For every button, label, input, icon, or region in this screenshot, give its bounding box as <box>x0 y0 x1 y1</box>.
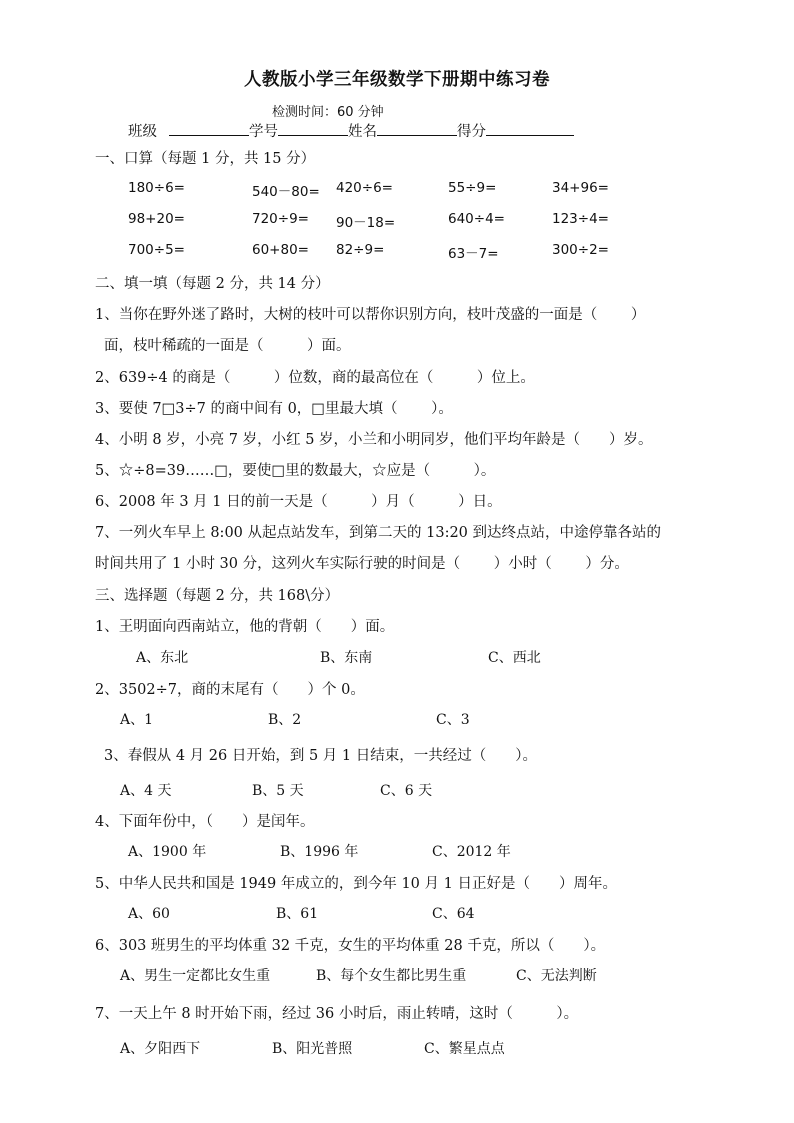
number-blank[interactable] <box>278 121 348 136</box>
fill-question-5: 5、☆÷8=39……□，要使□里的数最大，☆应是（ ）。 <box>95 463 496 479</box>
choice-option[interactable]: C、64 <box>432 906 475 922</box>
calc-item: 640÷4= <box>448 211 505 227</box>
choice-option[interactable]: C、6 天 <box>380 783 433 799</box>
choice-question-2: 2、3502÷7，商的末尾有（ ）个 0。 <box>95 682 365 698</box>
fill-question-4: 4、小明 8 岁，小亮 7 岁，小红 5 岁，小兰和小明同岁，他们平均年龄是（ ）岁。 <box>95 432 653 448</box>
choice-option[interactable]: A、男生一定都比女生重 <box>120 968 271 984</box>
choice-option[interactable]: B、61 <box>276 906 319 922</box>
choice-option[interactable]: C、2012 年 <box>432 844 511 860</box>
calc-item: 700÷5= <box>128 242 185 258</box>
fill-question-1b: 面，枝叶稀疏的一面是（ ）面。 <box>104 338 351 354</box>
choice-option[interactable]: A、1900 年 <box>128 844 207 860</box>
fill-question-7b: 时间共用了 1 小时 30 分，这列火车实际行驶的时间是（ ）小时（ ）分。 <box>95 556 629 572</box>
choice-option[interactable]: C、3 <box>436 712 470 728</box>
choice-question-7: 7、一天上午 8 时开始下雨，经过 36 小时后，雨止转晴，这时（ ）。 <box>95 1006 579 1022</box>
choice-question-5: 5、中华人民共和国是 1949 年成立的，到今年 10 月 1 日正好是（ ）周年。 <box>95 876 617 892</box>
choice-option[interactable]: B、1996 年 <box>280 844 359 860</box>
calc-item: 720÷9= <box>252 211 309 227</box>
page-title: 人教版小学三年级数学下册期中练习卷 <box>244 70 550 90</box>
fill-question-3: 3、要使 7□3÷7 的商中间有 0，□里最大填（ ）。 <box>95 401 453 417</box>
calc-item: 180÷6= <box>128 180 185 196</box>
choice-question-6: 6、303 班男生的平均体重 32 千克，女生的平均体重 28 千克，所以（ ）。 <box>95 938 606 954</box>
calc-item: 55÷9= <box>448 180 497 196</box>
exam-time: 检测时间：60 分钟 <box>272 105 384 120</box>
choice-option[interactable]: B、阳光普照 <box>272 1041 353 1057</box>
fill-question-1a: 1、当你在野外迷了路时，大树的枝叶可以帮你识别方向，枝叶茂盛的一面是（ ） <box>95 307 646 323</box>
name-label: 姓名 <box>348 124 377 140</box>
fill-question-6: 6、2008 年 3 月 1 日的前一天是（ ）月（ ）日。 <box>95 494 502 510</box>
choice-option[interactable]: A、60 <box>128 906 170 922</box>
section1-heading: 一、口算（每题 1 分，共 15 分） <box>95 151 316 167</box>
choice-question-1: 1、王明面向西南站立，他的背朝（ ）面。 <box>95 619 395 635</box>
calc-item: 90－18= <box>336 215 396 231</box>
score-blank[interactable] <box>486 121 574 136</box>
student-info-row <box>128 120 574 141</box>
name-blank[interactable] <box>377 121 457 136</box>
choice-option[interactable]: C、西北 <box>488 650 541 666</box>
choice-option[interactable]: C、无法判断 <box>516 968 597 984</box>
choice-option[interactable]: A、4 天 <box>120 783 172 799</box>
choice-question-4: 4、下面年份中，（ ）是闰年。 <box>95 814 315 830</box>
calc-item: 60+80= <box>252 242 309 258</box>
choice-option[interactable]: A、东北 <box>136 650 189 666</box>
fill-question-2: 2、639÷4 的商是（ ）位数，商的最高位在（ ）位上。 <box>95 370 535 386</box>
class-label: 班级 <box>128 124 157 140</box>
choice-option[interactable]: A、1 <box>120 712 154 728</box>
calc-item: 420÷6= <box>336 180 393 196</box>
section3-heading: 三、选择题（每题 2 分，共 168\分） <box>95 588 340 604</box>
fill-question-7a: 7、一列火车早上 8:00 从起点站发车，到第二天的 13:20 到达终点站，中途停靠各站的 <box>95 525 662 541</box>
calc-item: 63－7= <box>448 246 499 262</box>
number-label: 学号 <box>249 124 278 140</box>
calc-item: 98+20= <box>128 211 185 227</box>
choice-option[interactable]: B、东南 <box>320 650 373 666</box>
calc-item: 300÷2= <box>552 242 609 258</box>
score-label: 得分 <box>457 124 486 140</box>
section2-heading: 二、填一填（每题 2 分，共 14 分） <box>95 276 330 292</box>
choice-option[interactable]: C、繁星点点 <box>424 1041 505 1057</box>
choice-option[interactable]: B、5 天 <box>252 783 304 799</box>
calc-item: 82÷9= <box>336 242 385 258</box>
calc-item: 123÷4= <box>552 211 609 227</box>
choice-option[interactable]: B、2 <box>268 712 302 728</box>
choice-option[interactable]: A、夕阳西下 <box>120 1041 201 1057</box>
choice-question-3: 3、春假从 4 月 26 日开始，到 5 月 1 日结束，一共经过（ ）。 <box>104 748 537 764</box>
class-blank[interactable] <box>169 121 249 136</box>
calc-item: 540－80= <box>252 184 320 200</box>
choice-option[interactable]: B、每个女生都比男生重 <box>316 968 467 984</box>
calc-item: 34+96= <box>552 180 609 196</box>
